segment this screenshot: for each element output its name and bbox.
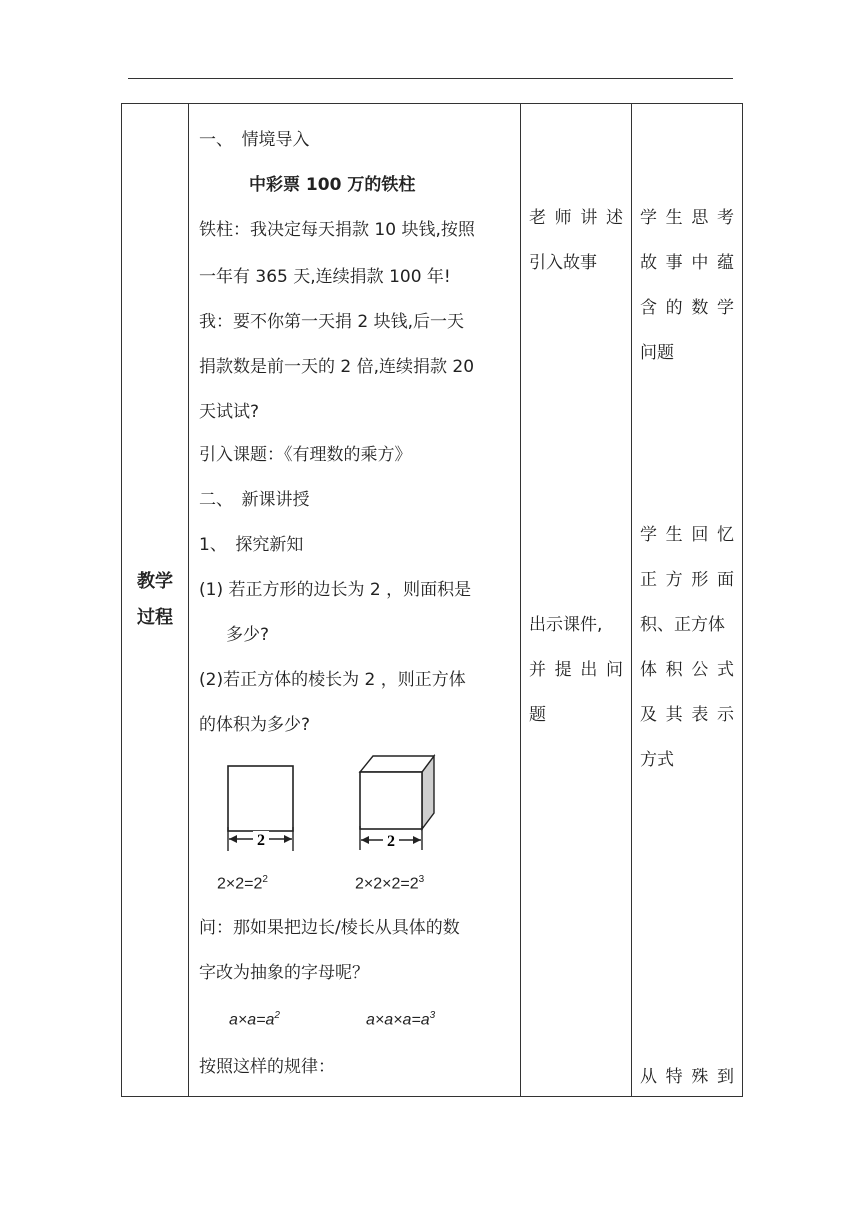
cube-edge-label: 2 bbox=[387, 833, 395, 850]
question-2-cont: 的体积为多少? bbox=[199, 715, 311, 735]
char: 形 bbox=[691, 570, 709, 590]
char: 方 bbox=[665, 570, 683, 590]
teacher-line bbox=[529, 207, 623, 229]
question-2: (2)若正方体的棱长为 2 ，则正方体 bbox=[199, 670, 466, 690]
story-line: 捐款数是前一天的 2 倍,连续捐款 20 bbox=[199, 357, 475, 377]
char: 讲 bbox=[580, 208, 598, 228]
student-line bbox=[640, 1066, 734, 1088]
rule-intro: 按照这样的规律： bbox=[199, 1057, 335, 1077]
char: 其 bbox=[665, 705, 683, 725]
teacher-line bbox=[529, 659, 623, 681]
char: 忆 bbox=[716, 525, 734, 545]
char: 学 bbox=[640, 525, 657, 545]
char: 式 bbox=[716, 660, 734, 680]
char: 数 bbox=[691, 298, 709, 318]
char: 面 bbox=[716, 570, 734, 590]
char: 学 bbox=[640, 208, 657, 228]
char: 从 bbox=[640, 1067, 657, 1087]
char: 师 bbox=[554, 208, 572, 228]
char: 含 bbox=[640, 298, 657, 318]
student-line bbox=[640, 659, 734, 681]
question-1-cont: 多少? bbox=[226, 625, 270, 645]
story-title: 中彩票 100 万的铁柱 bbox=[249, 175, 416, 195]
teacher-line: 引入故事 bbox=[529, 253, 597, 273]
student-line bbox=[640, 524, 734, 546]
lesson-topic: 引入课题：《有理数的乘方》 bbox=[199, 445, 412, 465]
char: 的 bbox=[665, 298, 683, 318]
char: 表 bbox=[691, 705, 709, 725]
char: 考 bbox=[716, 208, 734, 228]
char: 公 bbox=[691, 660, 709, 680]
char: 老 bbox=[529, 208, 546, 228]
formula-base: a×a=a bbox=[229, 1011, 275, 1029]
teacher-activity-cell bbox=[521, 104, 632, 1097]
char: 示 bbox=[716, 705, 734, 725]
formula-exponent: 2 bbox=[262, 874, 268, 885]
square-side-label: 2 bbox=[257, 832, 265, 849]
char: 述 bbox=[605, 208, 623, 228]
square-figure bbox=[219, 759, 309, 859]
story-line: 铁柱：我决定每天捐款 10 块钱,按照 bbox=[199, 220, 475, 240]
char: 学 bbox=[716, 298, 734, 318]
formula-exponent: 3 bbox=[429, 1010, 436, 1021]
student-line bbox=[640, 207, 734, 229]
char: 中 bbox=[691, 253, 709, 273]
subsection-heading: 1、 探究新知 bbox=[199, 535, 304, 555]
char: 及 bbox=[640, 705, 657, 725]
question-abstract-cont: 字改为抽象的字母呢？ bbox=[199, 963, 369, 983]
char: 生 bbox=[665, 525, 683, 545]
teacher-line: 题 bbox=[529, 705, 546, 725]
student-line bbox=[640, 704, 734, 726]
char: 到 bbox=[716, 1067, 734, 1087]
cube-figure bbox=[349, 752, 449, 858]
question-1: (1) 若正方形的边长为 2 ，则面积是 bbox=[199, 580, 472, 600]
student-line: 积、正方体 bbox=[640, 615, 725, 635]
story-line: 一年有 365 天,连续捐款 100 年! bbox=[199, 267, 451, 287]
row-header bbox=[122, 104, 189, 1097]
formula-exponent: 2 bbox=[274, 1010, 280, 1021]
content-cell bbox=[189, 104, 521, 1097]
char: 故 bbox=[640, 253, 657, 273]
char: 事 bbox=[665, 253, 683, 273]
row-header-line-2: 过程 bbox=[137, 607, 173, 628]
story-line: 天试试? bbox=[199, 402, 260, 422]
formula-base: a×a×a=a bbox=[366, 1011, 430, 1029]
story-line: 我：要不你第一天捐 2 块钱,后一天 bbox=[199, 312, 465, 332]
student-line bbox=[640, 252, 734, 274]
char: 回 bbox=[691, 525, 709, 545]
char: 出 bbox=[580, 660, 598, 680]
student-line bbox=[640, 569, 734, 591]
char: 提 bbox=[554, 660, 572, 680]
header-rule bbox=[128, 78, 733, 79]
formula-square bbox=[217, 874, 268, 893]
char: 特 bbox=[665, 1067, 683, 1087]
question-abstract: 问：那如果把边长/棱长从具体的数 bbox=[199, 918, 460, 938]
char: 蕴 bbox=[716, 253, 734, 273]
student-line: 方式 bbox=[640, 750, 674, 770]
section-2-heading: 二、 新课讲授 bbox=[199, 490, 310, 510]
student-line: 问题 bbox=[640, 343, 674, 363]
formula-base: 2×2×2=2 bbox=[355, 875, 419, 893]
row-header-line-1: 教学 bbox=[137, 571, 173, 592]
section-1-heading: 一、 情境导入 bbox=[199, 130, 310, 150]
char: 并 bbox=[529, 660, 546, 680]
char: 生 bbox=[665, 208, 683, 228]
formula-a-square bbox=[229, 1010, 280, 1029]
char: 思 bbox=[691, 208, 709, 228]
lesson-table bbox=[121, 103, 743, 1097]
char: 问 bbox=[605, 660, 623, 680]
char: 体 bbox=[640, 660, 657, 680]
formula-cube bbox=[355, 874, 424, 893]
formula-a-cube bbox=[366, 1010, 435, 1029]
student-activity-cell bbox=[632, 104, 743, 1097]
formula-exponent: 3 bbox=[418, 874, 425, 885]
char: 正 bbox=[640, 570, 657, 590]
student-line bbox=[640, 297, 734, 319]
formula-base: 2×2=2 bbox=[217, 875, 263, 893]
teacher-line: 出示课件, bbox=[529, 615, 603, 635]
char: 积 bbox=[665, 660, 683, 680]
char: 殊 bbox=[691, 1067, 709, 1087]
